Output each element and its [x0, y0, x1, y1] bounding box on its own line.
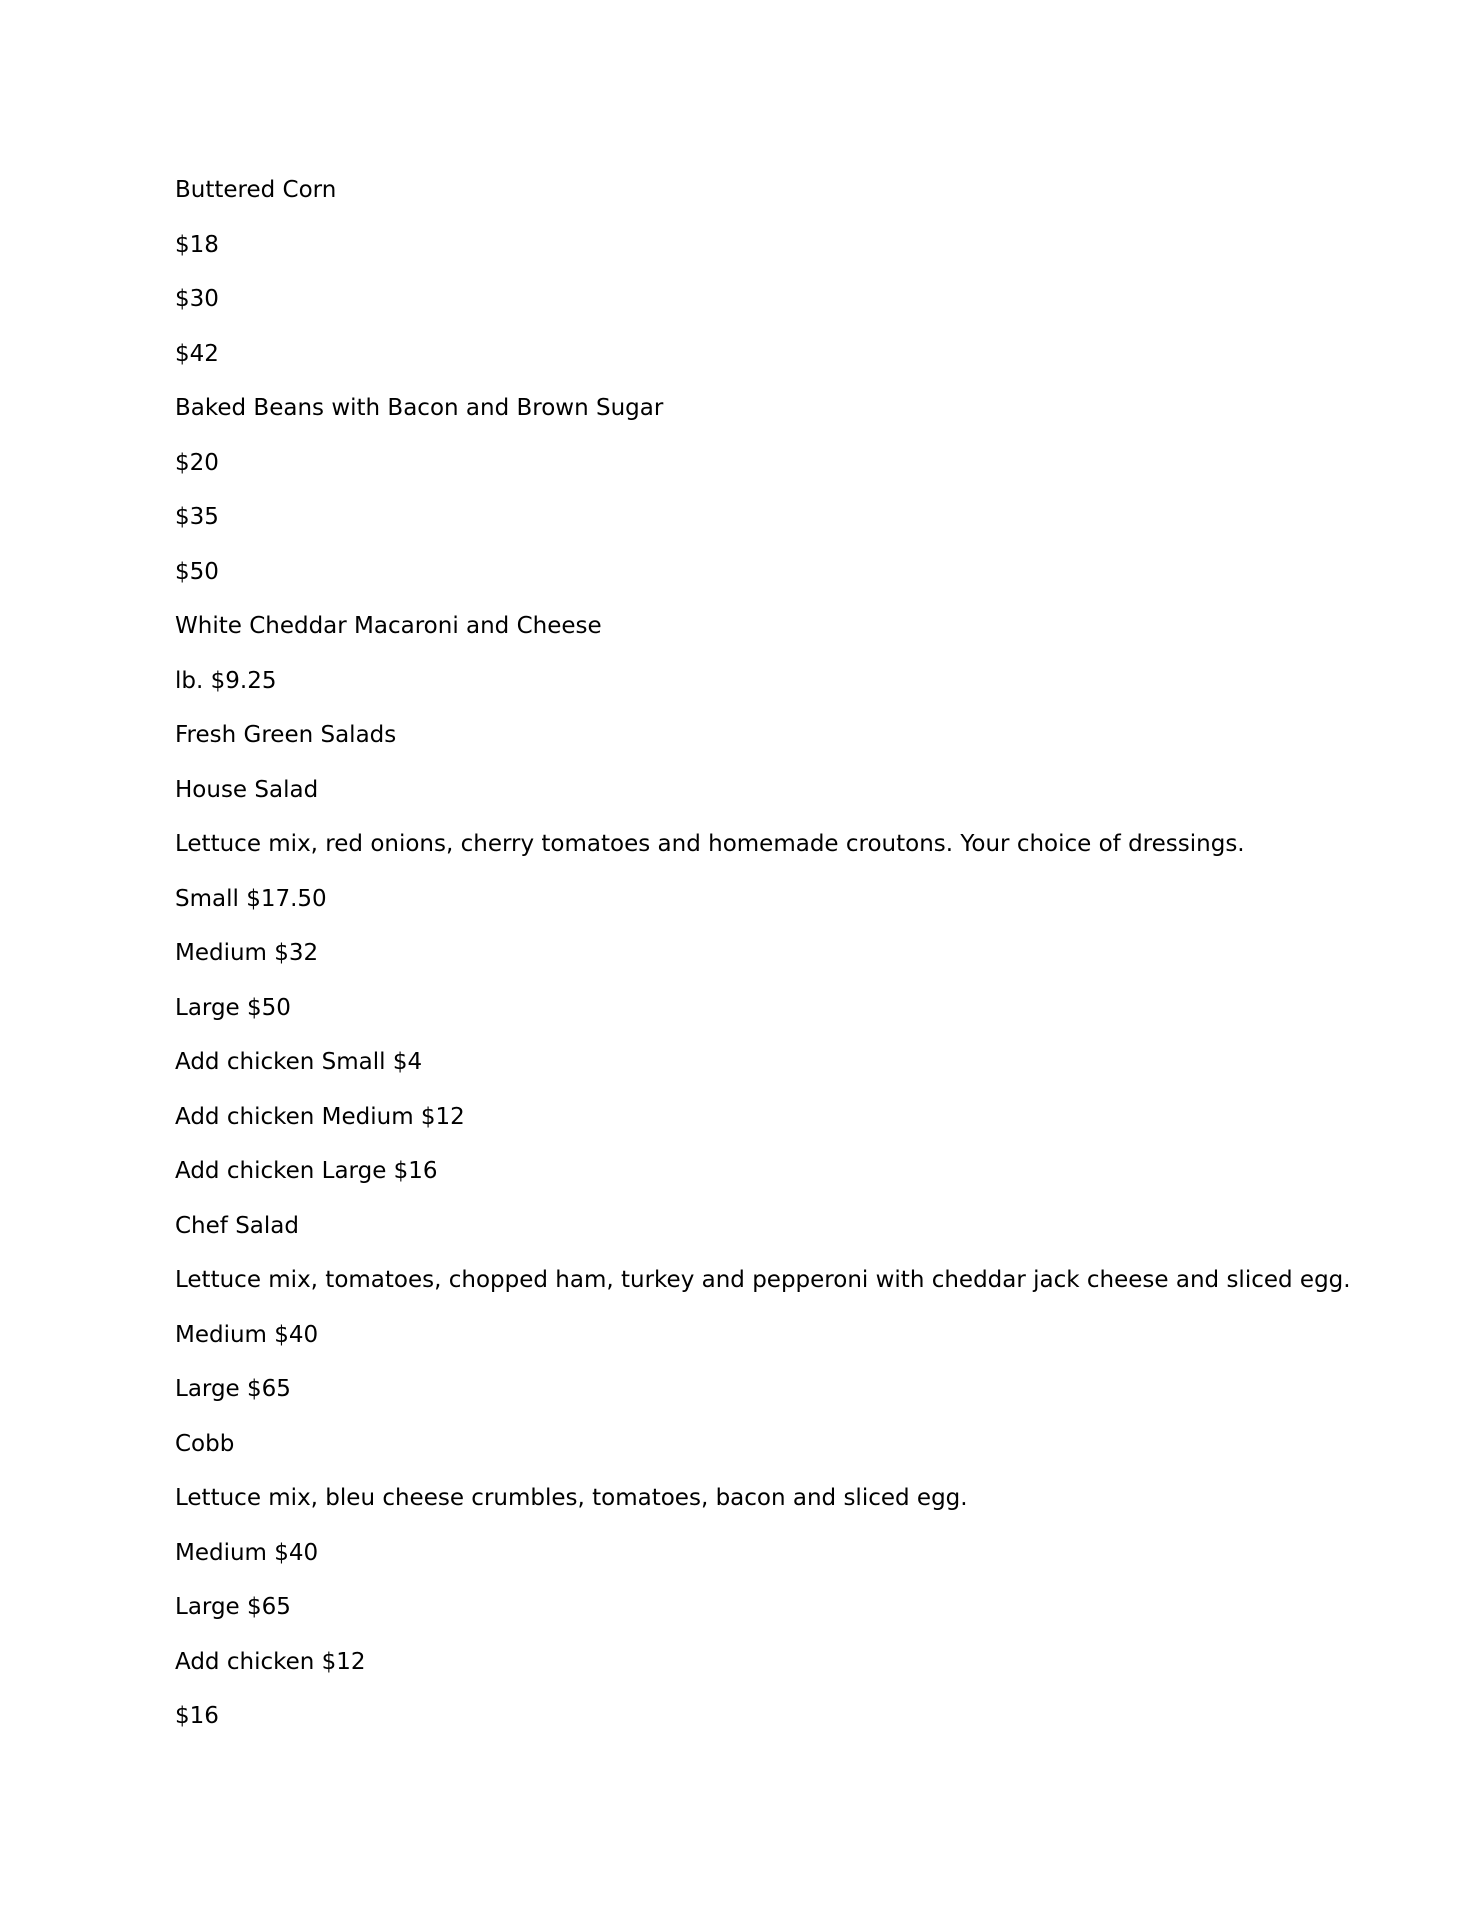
description-cobb-salad: Lettuce mix, bleu cheese crumbles, tomatoes, bacon and sliced egg.: [175, 1485, 968, 1511]
price-house-salad-small: Small $17.50: [175, 886, 327, 912]
price-baked-beans-1: $20: [175, 450, 219, 476]
addon-cobb-chicken: Add chicken $12: [175, 1649, 366, 1675]
price-cobb-extra: $16: [175, 1703, 219, 1729]
price-house-salad-medium: Medium $32: [175, 940, 319, 966]
addon-house-chicken-medium: Add chicken Medium $12: [175, 1104, 465, 1130]
price-chef-salad-medium: Medium $40: [175, 1322, 319, 1348]
addon-house-chicken-large: Add chicken Large $16: [175, 1158, 438, 1184]
price-baked-beans-3: $50: [175, 559, 219, 585]
addon-house-chicken-small: Add chicken Small $4: [175, 1049, 423, 1075]
item-name-house-salad: House Salad: [175, 777, 319, 803]
price-cobb-salad-large: Large $65: [175, 1594, 291, 1620]
price-baked-beans-2: $35: [175, 504, 219, 530]
price-house-salad-large: Large $50: [175, 995, 291, 1021]
price-mac-and-cheese: lb. $9.25: [175, 668, 277, 694]
item-name-buttered-corn: Buttered Corn: [175, 177, 337, 203]
item-name-chef-salad: Chef Salad: [175, 1213, 299, 1239]
section-title-salads: Fresh Green Salads: [175, 722, 397, 748]
price-chef-salad-large: Large $65: [175, 1376, 291, 1402]
description-chef-salad: Lettuce mix, tomatoes, chopped ham, turkey and pepperoni with cheddar jack cheese and sliced egg.: [175, 1267, 1351, 1293]
item-name-baked-beans: Baked Beans with Bacon and Brown Sugar: [175, 395, 664, 421]
price-cobb-salad-medium: Medium $40: [175, 1540, 319, 1566]
menu-content: [175, 0, 1365, 1920]
item-name-cobb-salad: Cobb: [175, 1431, 235, 1457]
price-buttered-corn-3: $42: [175, 341, 219, 367]
price-buttered-corn-2: $30: [175, 286, 219, 312]
item-name-mac-and-cheese: White Cheddar Macaroni and Cheese: [175, 613, 602, 639]
price-buttered-corn-1: $18: [175, 232, 219, 258]
description-house-salad: Lettuce mix, red onions, cherry tomatoes and homemade croutons. Your choice of dressings.: [175, 831, 1245, 857]
